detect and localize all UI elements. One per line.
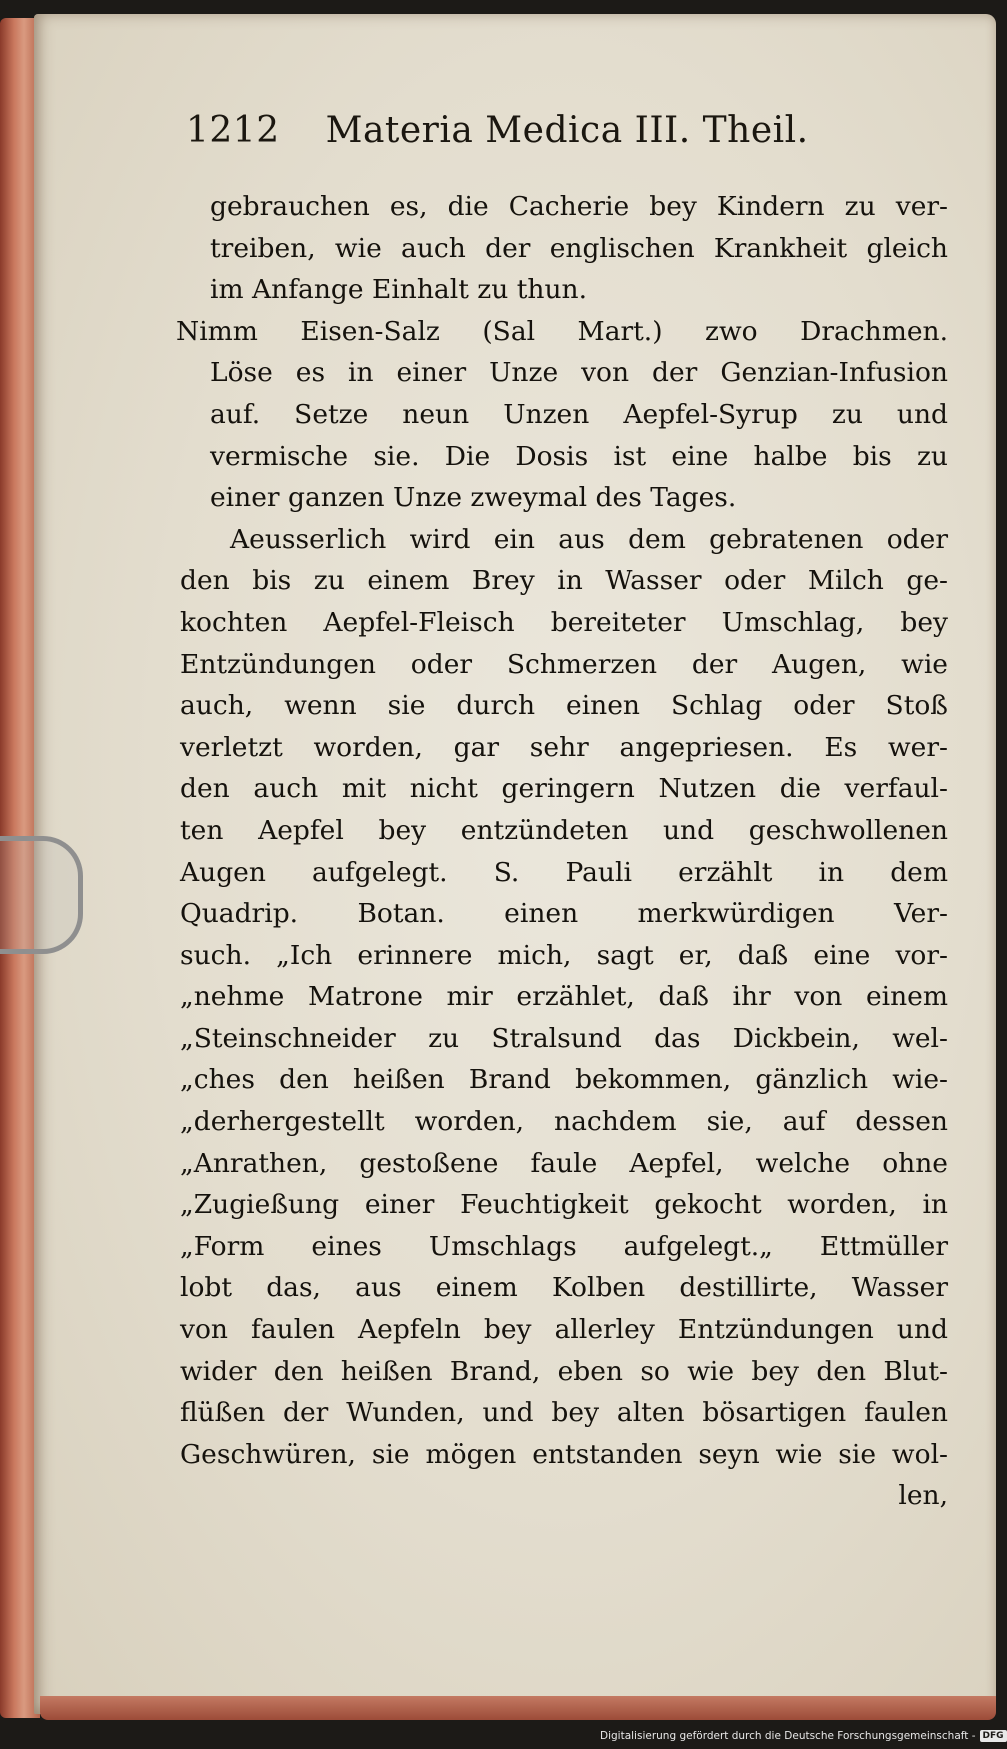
credit-text: Digitalisierung gefördert durch die Deutsche Forschungsgemeinschaft - [600,1730,976,1742]
page-clip [0,836,83,954]
page-bottom-edge [40,1696,996,1720]
text-line: „Steinschneider zu Stralsund das Dickbein, wel- [180,1022,948,1054]
text-line: auf. Setze neun Unzen Aepfel-Syrup zu und [210,398,948,430]
digitization-credit [600,1727,1004,1745]
text-line: Geschwüren, sie mögen entstanden seyn wie sie wol- [180,1438,948,1470]
text-line: Löse es in einer Unze von der Genzian-Infusion [210,357,948,389]
running-header [186,110,826,164]
page-number: 1212 [186,110,280,151]
text-line: von faulen Aepfeln bey allerley Entzündungen und [180,1314,948,1346]
running-title: Materia Medica III. Theil. [325,110,809,151]
text-line: im Anfange Einhalt zu thun. [210,274,588,306]
text-line: einer ganzen Unze zweymal des Tages. [210,482,737,514]
text-line: Nimm Eisen-Salz (Sal Mart.) zwo Drachmen. [176,315,948,347]
text-line: flüßen der Wunden, und bey alten bösartigen faulen [180,1397,948,1429]
text-line: „Anrathen, gestoßene faule Aepfel, welche ohne [180,1147,948,1179]
text-line: auch, wenn sie durch einen Schlag oder Stoß [180,690,948,722]
text-line: such. „Ich erinnere mich, sagt er, daß eine vor- [180,939,948,971]
text-line: treiben, wie auch der englischen Krankheit gleich [210,232,948,264]
text-line: len, [898,1480,948,1512]
text-line: kochten Aepfel-Fleisch bereiteter Umschlag, bey [180,606,948,638]
text-line: gebrauchen es, die Cacherie bey Kindern zu ver- [210,191,948,222]
text-line: „derhergestellt worden, nachdem sie, auf dessen [180,1106,948,1138]
text-line: „ches den heißen Brand bekommen, gänzlich wie- [180,1064,948,1096]
text-line: Quadrip. Botan. einen merkwürdigen Ver- [180,898,948,930]
text-line: Aeusserlich wird ein aus dem gebratenen oder [230,523,948,555]
text-line: wider den heißen Brand, eben so wie bey den Blut- [180,1355,948,1387]
text-line: lobt das, aus einem Kolben destillirte, Wasser [180,1272,948,1304]
text-line: den auch mit nicht geringern Nutzen die verfaul- [180,773,948,805]
text-line: den bis zu einem Brey in Wasser oder Milch ge- [180,565,948,597]
text-line: ten Aepfel bey entzündeten und geschwollenen [180,814,948,846]
text-line: „Form eines Umschlags aufgelegt.„ Ettmüller [180,1230,948,1262]
dfg-logo: DFG [980,1730,1007,1742]
text-line: Entzündungen oder Schmerzen der Augen, wie [180,648,948,680]
text-line: „nehme Matrone mir erzählet, daß ihr von einem [180,981,948,1013]
page-body-text [176,186,948,1517]
text-line: verletzt worden, gar sehr angepriesen. Es wer- [180,731,948,763]
text-line: „Zugießung einer Feuchtigkeit gekocht worden, in [180,1189,948,1221]
text-line: vermische sie. Die Dosis ist eine halbe bis zu [210,440,948,472]
text-line: Augen aufgelegt. S. Pauli erzählt in dem [180,856,948,888]
